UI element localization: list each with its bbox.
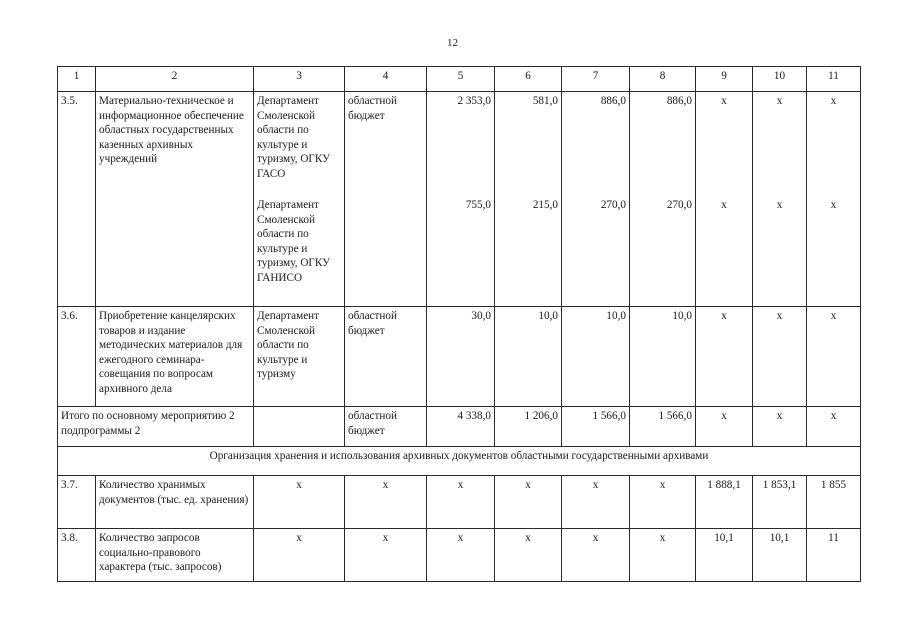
executor-cell	[254, 92, 345, 307]
value-cell	[495, 92, 562, 307]
value-cell	[427, 92, 495, 307]
column-header: 7	[562, 67, 630, 92]
value: х	[254, 529, 345, 582]
executor-text: Департамент Смоленской области по культуре и туризму, ОГКУ ГАСО	[257, 95, 331, 180]
column-number-row	[58, 67, 861, 92]
value: х	[254, 476, 345, 529]
value: 270,0	[600, 199, 626, 211]
column-header: 2	[96, 67, 254, 92]
column-header: 11	[807, 67, 861, 92]
value: х	[427, 476, 495, 529]
funding-source: областной бюджет	[345, 407, 427, 447]
value: х	[776, 95, 783, 107]
total-row	[58, 407, 861, 447]
value-cell	[630, 92, 696, 307]
value-cell	[753, 92, 807, 307]
value: х	[562, 529, 630, 582]
value: 10,0	[630, 307, 696, 407]
value: 1 855	[807, 476, 861, 529]
table-row	[58, 307, 861, 407]
value: х	[562, 476, 630, 529]
value: 270,0	[666, 199, 692, 211]
value-cell	[562, 92, 630, 307]
executor-text: Департамент Смоленской области по культуре и туризму, ОГКУ ГАНИСО	[257, 199, 331, 284]
column-header: 10	[753, 67, 807, 92]
row-number: 3.5.	[58, 92, 96, 307]
value-cell	[696, 92, 753, 307]
value: 1 566,0	[562, 407, 630, 447]
table-row	[58, 92, 861, 307]
indicator-name: Количество запросов социально-правового характера (тыс. запросов)	[96, 529, 254, 582]
indicator-name: Количество хранимых документов (тыс. ед. хранения)	[96, 476, 254, 529]
value: 886,0	[666, 95, 692, 107]
value: х	[345, 529, 427, 582]
value: х	[495, 476, 562, 529]
column-header: 6	[495, 67, 562, 92]
row-number: 3.6.	[58, 307, 96, 407]
activity-name: Материально-техническое и информационное обеспечение областных государственных казенных архивных учреждений	[96, 92, 254, 307]
value: х	[345, 476, 427, 529]
table-row	[58, 476, 861, 529]
section-title: Организация хранения и использования архивных документов областными государственными архивами	[58, 447, 861, 476]
value: х	[807, 407, 861, 447]
value: 10,1	[696, 529, 753, 582]
value: х	[696, 307, 753, 407]
value: х	[830, 199, 837, 211]
row-number: 3.8.	[58, 529, 96, 582]
value: х	[753, 307, 807, 407]
value: 10,1	[753, 529, 807, 582]
value: х	[696, 407, 753, 447]
value: х	[830, 95, 837, 107]
executor-text: Департамент Смоленской области по культуре и туризму	[254, 307, 345, 407]
value: 1 853,1	[753, 476, 807, 529]
total-label: Итого по основному мероприятию 2 подпрограммы 2	[58, 407, 254, 447]
value: х	[630, 476, 696, 529]
value: х	[630, 529, 696, 582]
value: 10,0	[562, 307, 630, 407]
activity-name: Приобретение канцелярских товаров и издание методических материалов для ежегодного семинара-совещания по вопросам архивного дела	[96, 307, 254, 407]
column-header: 4	[345, 67, 427, 92]
table-row	[58, 529, 861, 582]
funding-source: областной бюджет	[345, 92, 427, 307]
value: 1 888,1	[696, 476, 753, 529]
section-title-row	[58, 447, 861, 476]
program-table	[57, 66, 861, 582]
value: 2 353,0	[457, 95, 491, 107]
page-number: 12	[447, 37, 458, 49]
value: 11	[807, 529, 861, 582]
column-header: 1	[58, 67, 96, 92]
value-cell	[807, 92, 861, 307]
column-header: 3	[254, 67, 345, 92]
value: х	[721, 95, 727, 107]
value: х	[807, 307, 861, 407]
value: 755,0	[465, 199, 491, 211]
value: 1 206,0	[495, 407, 562, 447]
value: 30,0	[427, 307, 495, 407]
value: 886,0	[600, 95, 626, 107]
value: х	[495, 529, 562, 582]
value: 581,0	[532, 95, 558, 107]
executor-text	[254, 407, 345, 447]
value: 215,0	[532, 199, 558, 211]
value: х	[753, 407, 807, 447]
value: х	[721, 199, 727, 211]
value: х	[776, 199, 783, 211]
column-header: 5	[427, 67, 495, 92]
column-header: 8	[630, 67, 696, 92]
value: 10,0	[495, 307, 562, 407]
funding-source: областной бюджет	[345, 307, 427, 407]
column-header: 9	[696, 67, 753, 92]
row-number: 3.7.	[58, 476, 96, 529]
value: х	[427, 529, 495, 582]
value: 4 338,0	[427, 407, 495, 447]
value: 1 566,0	[630, 407, 696, 447]
